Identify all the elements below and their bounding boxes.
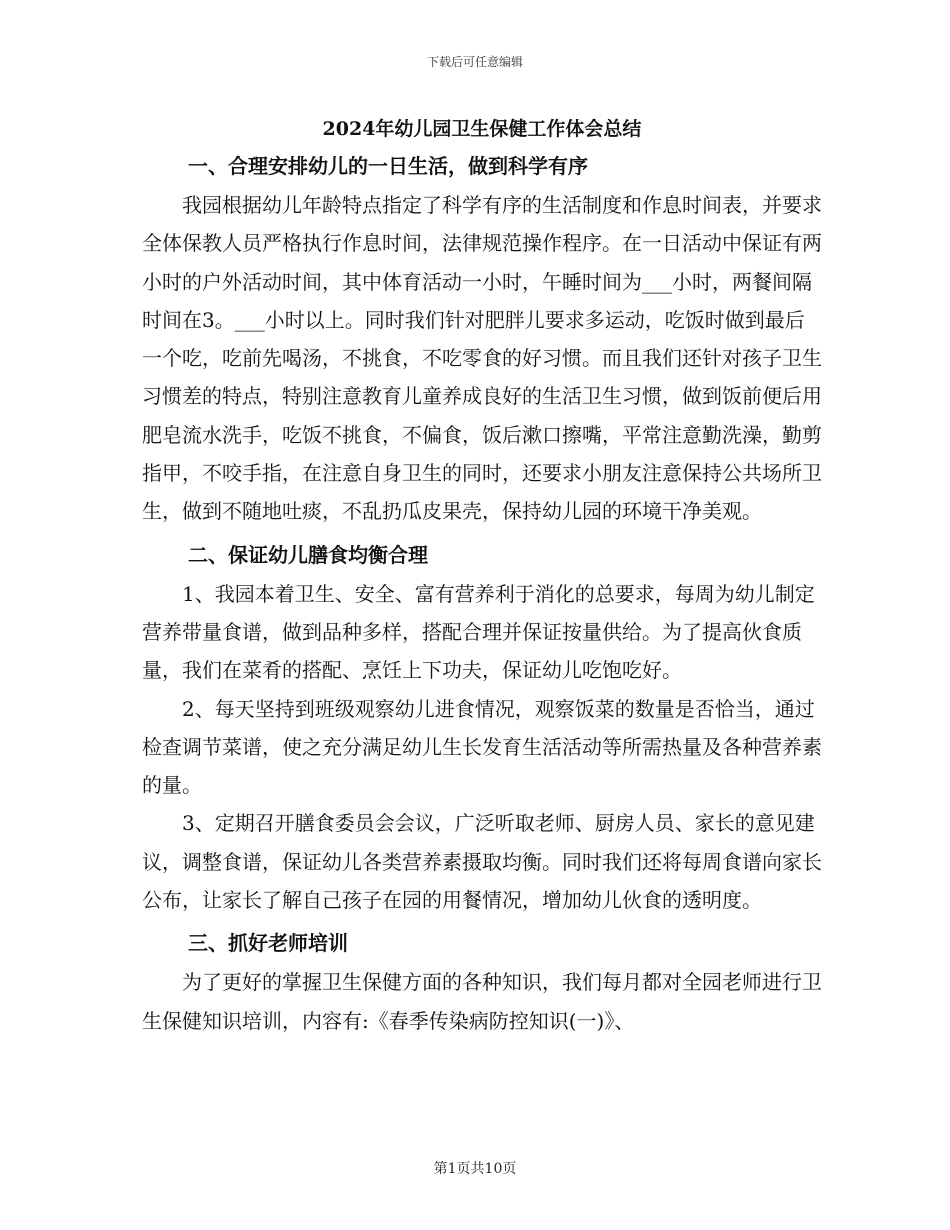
document-title: 2024年幼儿园卫生保健工作体会总结 (322, 118, 642, 140)
section-heading: 一、合理安排幼儿的一日生活，做到科学有序 (188, 154, 588, 178)
paragraph: 我园根据幼儿年龄特点指定了科学有序的生活制度和作息时间表，并要求全体保教人员严格执行作息时间，法律规范操作程序。在一日活动中保证有两小时的户外活动时间，其中体育活动一小时，午睡时间为___小时，两餐间隔时间在3。___小时以上。同时我们针对肥胖儿要求多运动，吃饭时做到最后一个吃，吃前先喝汤，不挑食，不吃零食的好习惯。而且我们还针对孩子卫生习惯差的特点，特别注意教育儿童养成良好的生活卫生习惯，做到饭前便后用肥皂流水洗手，吃饭不挑食，不偏食，饭后漱口擦嘴，平常注意勤洗澡，勤剪指甲，不咬手指，在注意自身卫生的同时，还要求小朋友注意保持公共场所卫生，做到不随地吐痰，不乱扔瓜皮果壳，保持幼儿园的环境干净美观。 (142, 193, 822, 524)
section-1 (142, 146, 822, 531)
paragraph: 为了更好的掌握卫生保健方面的各种知识，我们每月都对全园老师进行卫生保健知识培训，内容有:《春季传染病防控知识(一)》、 (142, 970, 822, 1033)
paragraph: 3、定期召开膳食委员会会议，广泛听取老师、厨房人员、家长的意见建议，调整食谱，保证幼儿各类营养素摄取均衡。同时我们还将每周食谱向家长公布，让家长了解自己孩子在园的用餐情况，增加幼儿伙食的透明度。 (142, 811, 822, 913)
header-note: 下载后可任意编辑 (426, 55, 523, 69)
page-number: 第1页共10页 (433, 1161, 517, 1177)
paragraph: 2、每天坚持到班级观察幼儿进食情况，观察饭菜的数量是否恰当，通过检查调节菜谱，使之充分满足幼儿生长发育生活活动等所需热量及各种营养素的量。 (142, 696, 822, 798)
section-heading: 三、抓好老师培训 (188, 931, 348, 956)
document-body (142, 112, 822, 1040)
section-heading: 二、保证幼儿膳食均衡合理 (188, 542, 428, 567)
paragraph: 1、我园本着卫生、安全、富有营养利于消化的总要求，每周为幼儿制定营养带量食谱，做到品种多样，搭配合理并保证按量供给。为了提高伙食质量，我们在菜肴的搭配、烹饪上下功夫，保证幼儿吃饱吃好。 (142, 581, 815, 683)
section-3 (142, 923, 822, 1040)
section-2 (142, 535, 822, 920)
